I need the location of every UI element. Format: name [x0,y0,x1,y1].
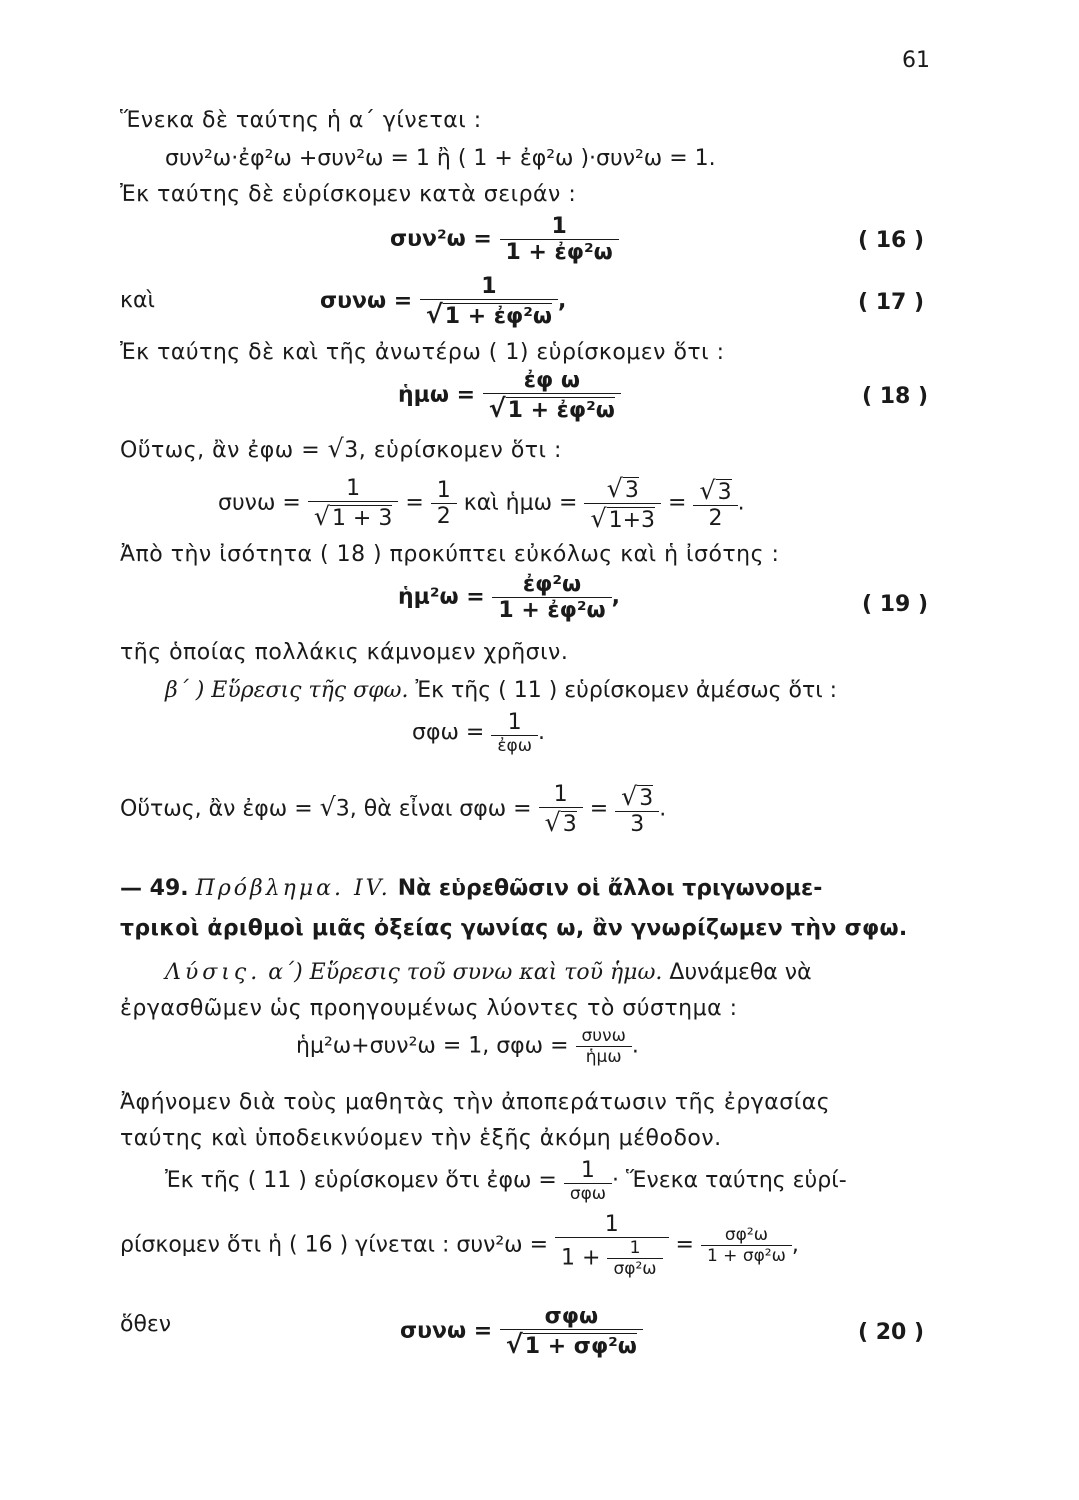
text-line: τῆς ὁποίας πολλάκις κάμνομεν χρῆσιν. [120,640,569,665]
text-line: Ἐκ ταύτης δὲ εὑρίσκομεν κατὰ σειράν : [120,182,577,207]
text-line: Ἐκ τῆς ( 11 ) εὑρίσκομεν ὅτι ἐφω = $\frac{1}{\text{σφω}}$ · Ἕνεκα ταύτης εὑρί- [165,1158,847,1204]
problem-heading-cont: τρικοὶ ἀριθμοὶ μιᾶς ὀξείας γωνίας ω, ἂν γνωρίζωμεν τὴν σφω. [120,916,908,941]
numerator: σφω [544,1304,599,1329]
numerator: ἐφ ω [523,368,580,393]
equation-lhs: συνω = [400,1318,493,1344]
fraction: $\frac{1}{√3}$ [539,782,583,837]
equation-line: συν²ω·ἐφ²ω +συν²ω = 1 ἢ ( 1 + ἐφ²ω )·συν²ω = 1. [165,146,716,171]
radical-sign: √ [313,502,330,531]
fraction [500,1304,643,1359]
radical-sign: √ [327,434,345,463]
denominator: 1 + ἐφ²ω [500,239,619,265]
problem-heading: — 49. Πρόβλημα. IV. Νὰ εὑρεθῶσιν οἱ ἄλλοι τριγωνομε- [120,876,823,901]
equation-line: ἡμ²ω+συν²ω = 1, σφω = $\frac{\text{συνω}}{\text{ἡμω}}$ . [296,1026,639,1067]
equation-17: συνω = $\frac{1}{\text{√1 + ἐφ²ω}}$ , [320,274,567,329]
text-line: Λύσις. α΄) Εὕρεσις τοῦ συνω καὶ τοῦ ἡμω. Δυνάμεθα νὰ [165,960,812,985]
equation-number: ( 18 ) [862,384,929,409]
radical-sign: √ [699,476,716,505]
numerator: 1 [551,214,567,239]
fraction: 1 1 + $\frac{1}{\text{σφ²ω}}$ [555,1212,668,1279]
fraction: $\frac{\text{συνω}}{\text{ἡμω}}$ [576,1026,632,1067]
text-word: καὶ [120,288,155,313]
fraction: $\frac{1}{√1 + 3}$ [308,476,399,531]
text-line: β΄ ) Εὕρεσις τῆς σφω. Ἐκ τῆς ( 11 ) εὑρίσκομεν ἀμέσως ὅτι : [165,678,838,703]
fraction [492,572,611,623]
text-line: Ἀπὸ τὴν ἰσότητα ( 18 ) προκύπτει εὐκόλως καὶ ἡ ἰσότης : [120,542,780,567]
text-word: ὅθεν [120,1312,172,1337]
equation-line: Οὕτως, ἂν ἐφω = √3, θὰ εἶναι σφω = $\frac{1}{√3}$ = $\frac{√3}{3}$ . [120,782,667,837]
equation-16 [390,214,619,265]
denominator: √1 + σφ²ω [500,1329,643,1359]
fraction: $\frac{1}{\text{ἐφω}}$ [491,710,538,756]
radical-sign: √ [505,1330,523,1359]
numerator: ἐφ²ω [522,572,582,597]
fraction: $\frac{\text{σφ²ω}}{\text{1 + σφ²ω}}$ [701,1225,792,1266]
equation-number: ( 19 ) [862,592,929,617]
fraction [500,214,619,265]
text-line: ταύτης καὶ ὑποδεικνύομεν τὴν ἑξῆς ἀκόμη μέθοδον. [120,1126,722,1151]
equation-line: σφω = $\frac{1}{\text{ἐφω}}$ . [412,710,545,756]
radical-sign: √ [425,300,443,329]
radical-sign: √ [488,394,506,423]
radical-sign: √ [544,808,561,837]
equation-20 [400,1304,643,1359]
fraction: $\frac{1}{\text{σφ²ω}}$ [607,1238,662,1279]
radical-sign: √ [621,782,638,811]
fraction: $\frac{√3}{2}$ [693,476,737,531]
text-line: Οὕτως, ἂν ἐφω = √3, εὑρίσκομεν ὅτι : [120,434,562,463]
text-line: Ἐκ ταύτης δὲ καὶ τῆς ἀνωτέρω ( 1) εὑρίσκομεν ὅτι : [120,340,725,365]
equation-lhs: συν²ω = [390,226,492,252]
numerator: 1 [481,274,497,299]
text-line: Ἕνεκα δὲ ταύτης ἡ α΄ γίνεται : [120,108,482,133]
page-number: 61 [902,48,930,73]
equation-lhs: ἡμ²ω = [398,584,485,610]
text-line: Ἀφήνομεν διὰ τοὺς μαθητὰς τὴν ἀποπεράτωσιν τῆς ἐργασίας [120,1090,831,1115]
equation-number: ( 17 ) [858,290,925,315]
fraction [420,274,558,329]
radical-sign: √ [590,504,607,533]
equation-19: ἡμ²ω = $\frac{\text{ἐφ²ω}}{\text{1 + ἐφ²ω}}$ , [398,572,621,623]
denominator: √1 + ἐφ²ω [420,299,558,329]
radical-sign: √ [606,474,623,503]
fraction: $\frac{√3}{3}$ [615,782,659,837]
denominator: √1 + ἐφ²ω [483,393,621,423]
fraction: $\frac{√3}{√1+3}$ [584,474,661,533]
equation-line: συνω = $\frac{1}{√1 + 3}$ = $\frac{1}{2}$ καὶ ἡμω = $\frac{√3}{√1+3}$ = $\frac{√3}{2}$ . [218,474,745,533]
equation-lhs: ἡμω = [398,382,476,408]
fraction [483,368,621,423]
denominator: 1 + ἐφ²ω [492,597,611,623]
fraction: $\frac{1}{2}$ [431,478,457,529]
text-line: ἐργασθῶμεν ὡς προηγουμένως λύοντες τὸ σύστημα : [120,996,738,1021]
equation-number: ( 20 ) [858,1320,925,1345]
text-line: ρίσκομεν ὅτι ἡ ( 16 ) γίνεται : συν²ω = 1 1 + $\frac{1}{\text{σφ²ω}}$ = $\frac{\text{σφ²ω}}{\text{1 + σφ²ω}}$ , [120,1212,799,1279]
fraction: $\frac{1}{\text{σφω}}$ [564,1158,612,1204]
equation-18 [398,368,621,423]
radical-sign: √ [319,792,336,822]
equation-lhs: συνω = [320,288,413,314]
equation-number: ( 16 ) [858,228,925,253]
